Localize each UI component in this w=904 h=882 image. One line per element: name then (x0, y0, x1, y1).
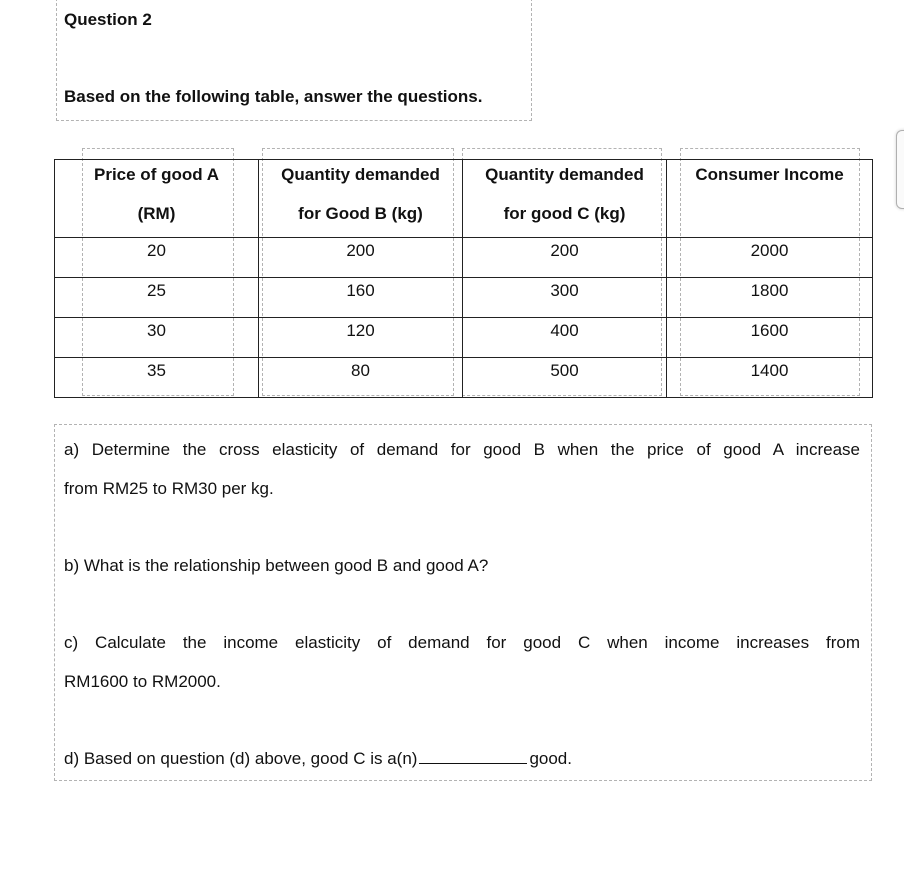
question-a-line2: from RM25 to RM30 per kg. (64, 479, 274, 498)
cell-value: 200 (346, 241, 375, 260)
header-label-line2: (RM) (137, 204, 176, 223)
instruction-text: Based on the following table, answer the questions. (64, 87, 483, 106)
table-row (55, 238, 873, 278)
cell-value: 200 (550, 241, 579, 260)
cell-value: 160 (346, 281, 375, 300)
header-label-line2: for Good B (kg) (298, 204, 423, 223)
question-title: Question 2 (64, 10, 152, 29)
cell-value: 35 (147, 361, 166, 380)
question-a-line1: a) Determine the cross elasticity of demand for good B when the price of good A increase (64, 440, 860, 459)
data-table (54, 159, 873, 398)
table-cell-price (55, 278, 259, 318)
table-cell-income (667, 278, 873, 318)
header-consumer-income (667, 160, 873, 238)
header-label-line1: Price of good A (94, 165, 219, 184)
table-row (55, 278, 873, 318)
cell-value: 1600 (750, 321, 789, 340)
question-c-line1: c) Calculate the income elasticity of demand for good C when income increases from (64, 633, 860, 652)
table-cell-quantity-c (463, 278, 667, 318)
header-quantity-good-c (463, 160, 667, 238)
cell-value: 400 (550, 321, 579, 340)
table-cell-price (55, 358, 259, 398)
table-row (55, 358, 873, 398)
cell-value: 1400 (750, 361, 789, 380)
answer-blank[interactable] (419, 749, 527, 764)
table-cell-income (667, 238, 873, 278)
table-cell-income (667, 358, 873, 398)
question-b: b) What is the relationship between good B and good A? (64, 556, 489, 575)
table-cell-quantity-c (463, 318, 667, 358)
table-cell-quantity-b (259, 318, 463, 358)
cell-value: 30 (147, 321, 166, 340)
header-label-line1: Quantity demanded (281, 165, 440, 184)
cell-value: 25 (147, 281, 166, 300)
table-cell-quantity-c (463, 238, 667, 278)
side-handle[interactable] (896, 130, 904, 209)
header-label-line1: Consumer Income (695, 165, 844, 184)
cell-value: 1800 (750, 281, 789, 300)
table-row (55, 318, 873, 358)
header-label-line1: Quantity demanded (485, 165, 644, 184)
table-cell-income (667, 318, 873, 358)
table-cell-price (55, 238, 259, 278)
cell-value: 2000 (750, 241, 789, 260)
table-cell-quantity-c (463, 358, 667, 398)
cell-value: 300 (550, 281, 579, 300)
question-d-text: d) Based on question (d) above, good C is a(n) (64, 749, 418, 768)
questions-textbox-frame (54, 424, 872, 781)
cell-value: 120 (346, 321, 375, 340)
table-header-row (55, 160, 873, 238)
cell-value: 80 (351, 361, 370, 380)
table-cell-quantity-b (259, 278, 463, 318)
question-c-line2: RM1600 to RM2000. (64, 672, 221, 691)
header-label-line2: for good C (kg) (503, 204, 626, 223)
question-d-suffix: good. (529, 749, 572, 768)
header-quantity-good-b (259, 160, 463, 238)
table-cell-price (55, 318, 259, 358)
cell-value: 500 (550, 361, 579, 380)
question-d (64, 749, 572, 769)
cell-value: 20 (147, 241, 166, 260)
header-price-good-a (55, 160, 259, 238)
table-cell-quantity-b (259, 238, 463, 278)
table-cell-quantity-b (259, 358, 463, 398)
